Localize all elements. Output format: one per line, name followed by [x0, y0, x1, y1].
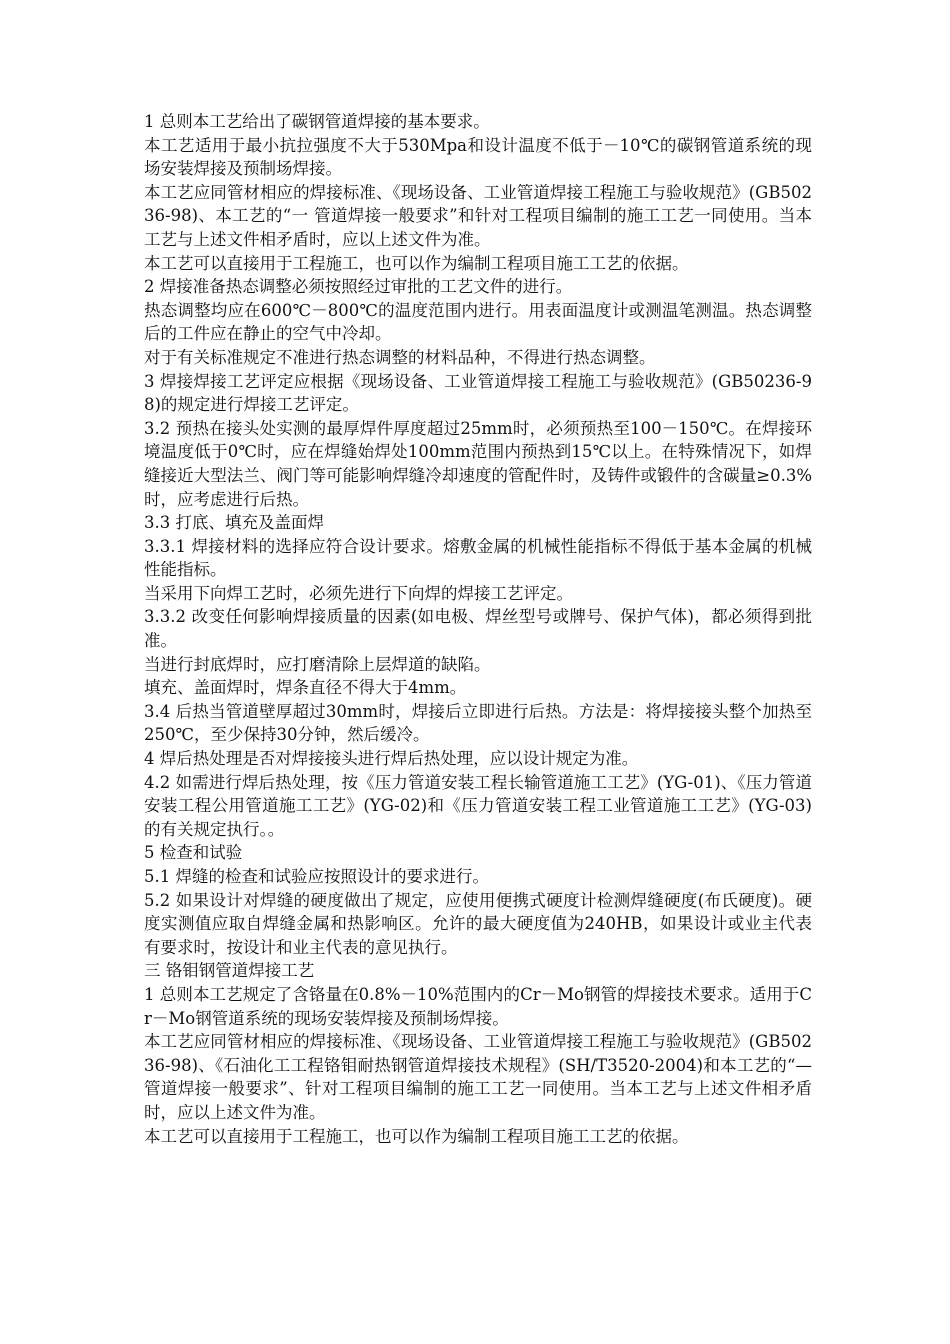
paragraph-7: 对于有关标准规定不准进行热态调整的材料品种，不得进行热态调整。 — [144, 347, 656, 367]
paragraph-3: 本工艺应同管材相应的焊接标准、《现场设备、工业管道焊接工程施工与验收规范》(GB50236-98)、本工艺的“一 管道焊接一般要求”和针对工程项目编制的施工工艺一同使用。当本工艺与上述文件相矛盾时，应以上述文件为准。 — [144, 182, 812, 249]
paragraph-16: 3.4 后热当管道壁厚超过30mm时，焊接后立即进行后热。方法是：将焊接接头整个加热至250℃，至少保持30分钟，然后缓冷。 — [144, 701, 812, 745]
paragraph-4: 本工艺可以直接用于工程施工，也可以作为编制工程项目施工工艺的依据。 — [144, 253, 689, 273]
paragraph-19: 5 检查和试验 — [144, 843, 243, 863]
paragraph-12: 当采用下向焊工艺时，必须先进行下向焊的焊接工艺评定。 — [144, 583, 573, 603]
paragraph-2: 本工艺适用于最小抗拉强度不大于530Mpa和设计温度不低于－10℃的碳钢管道系统的现场安装焊接及预制场焊接。 — [144, 135, 812, 179]
paragraph-9: 3.2 预热在接头处实测的最厚焊件厚度超过25mm时，必须预热至100－150℃。在焊接环境温度低于0℃时，应在焊缝始焊处100mm范围内预热到15℃以上。在特殊情况下，如焊缝接近大型法兰、阀门等可能影响焊缝冷却速度的管配件时，及铸件或锻件的含碳量≥0.3%时，应考虑进行后热。 — [144, 418, 812, 509]
paragraph-13: 3.3.2 改变任何影响焊接质量的因素(如电极、焊丝型号或牌号、保护气体)，都必须得到批准。 — [144, 607, 812, 651]
paragraph-21: 5.2 如果设计对焊缝的硬度做出了规定，应使用便携式硬度计检测焊缝硬度(布氏硬度)。硬度实测值应取自焊缝金属和热影响区。允许的最大硬度值为240HB，如果设计或业主代表有要求时，按设计和业主代表的意见执行。 — [144, 890, 812, 957]
paragraph-22: 三 铬钼钢管道焊接工艺 — [144, 961, 315, 981]
document-body — [144, 110, 812, 1148]
paragraph-5: 2 焊接准备热态调整必须按照经过审批的工艺文件的进行。 — [144, 277, 573, 297]
paragraph-10: 3.3 打底、填充及盖面焊 — [144, 513, 324, 533]
paragraph-25: 本工艺可以直接用于工程施工，也可以作为编制工程项目施工工艺的依据。 — [144, 1126, 689, 1146]
paragraph-17: 4 焊后热处理是否对焊接接头进行焊后热处理，应以设计规定为准。 — [144, 749, 639, 769]
paragraph-18: 4.2 如需进行焊后热处理，按《压力管道安装工程长输管道施工工艺》(YG-01)、《压力管道安装工程公用管道施工工艺》(YG-02)和《压力管道安装工程工业管道施工工艺》(YG-03)的有关规定执行。。 — [144, 772, 812, 839]
paragraph-1: 1 总则本工艺给出了碳钢管道焊接的基本要求。 — [144, 112, 490, 131]
paragraph-15: 填充、盖面焊时，焊条直径不得大于4mm。 — [144, 678, 467, 698]
paragraph-6: 热态调整均应在600℃－800℃的温度范围内进行。用表面温度计或测温笔测温。热态调整后的工件应在静止的空气中冷却。 — [144, 300, 812, 344]
paragraph-11: 3.3.1 焊接材料的选择应符合设计要求。熔敷金属的机械性能指标不得低于基本金属的机械性能指标。 — [144, 536, 812, 580]
paragraph-23: 1 总则本工艺规定了含铬量在0.8%－10%范围内的Cr－Mo钢管的焊接技术要求。适用于Cr－Mo钢管道系统的现场安装焊接及预制场焊接。 — [144, 984, 812, 1028]
paragraph-8: 3 焊接焊接工艺评定应根据《现场设备、工业管道焊接工程施工与验收规范》(GB50236-98)的规定进行焊接工艺评定。 — [144, 371, 812, 415]
paragraph-24: 本工艺应同管材相应的焊接标准、《现场设备、工业管道焊接工程施工与验收规范》(GB50236-98)、《石油化工工程铬钼耐热钢管道焊接技术规程》(SH/T3520-2004)和本工艺的“— 管道焊接一般要求”、针对工程项目编制的施工工艺一同使用。当本工艺与上述文件相矛盾时，应以上述文件为准。 — [144, 1032, 812, 1122]
paragraph-20: 5.1 焊缝的检查和试验应按照设计的要求进行。 — [144, 867, 489, 886]
paragraph-14: 当进行封底焊时，应打磨清除上层焊道的缺陷。 — [144, 654, 491, 674]
